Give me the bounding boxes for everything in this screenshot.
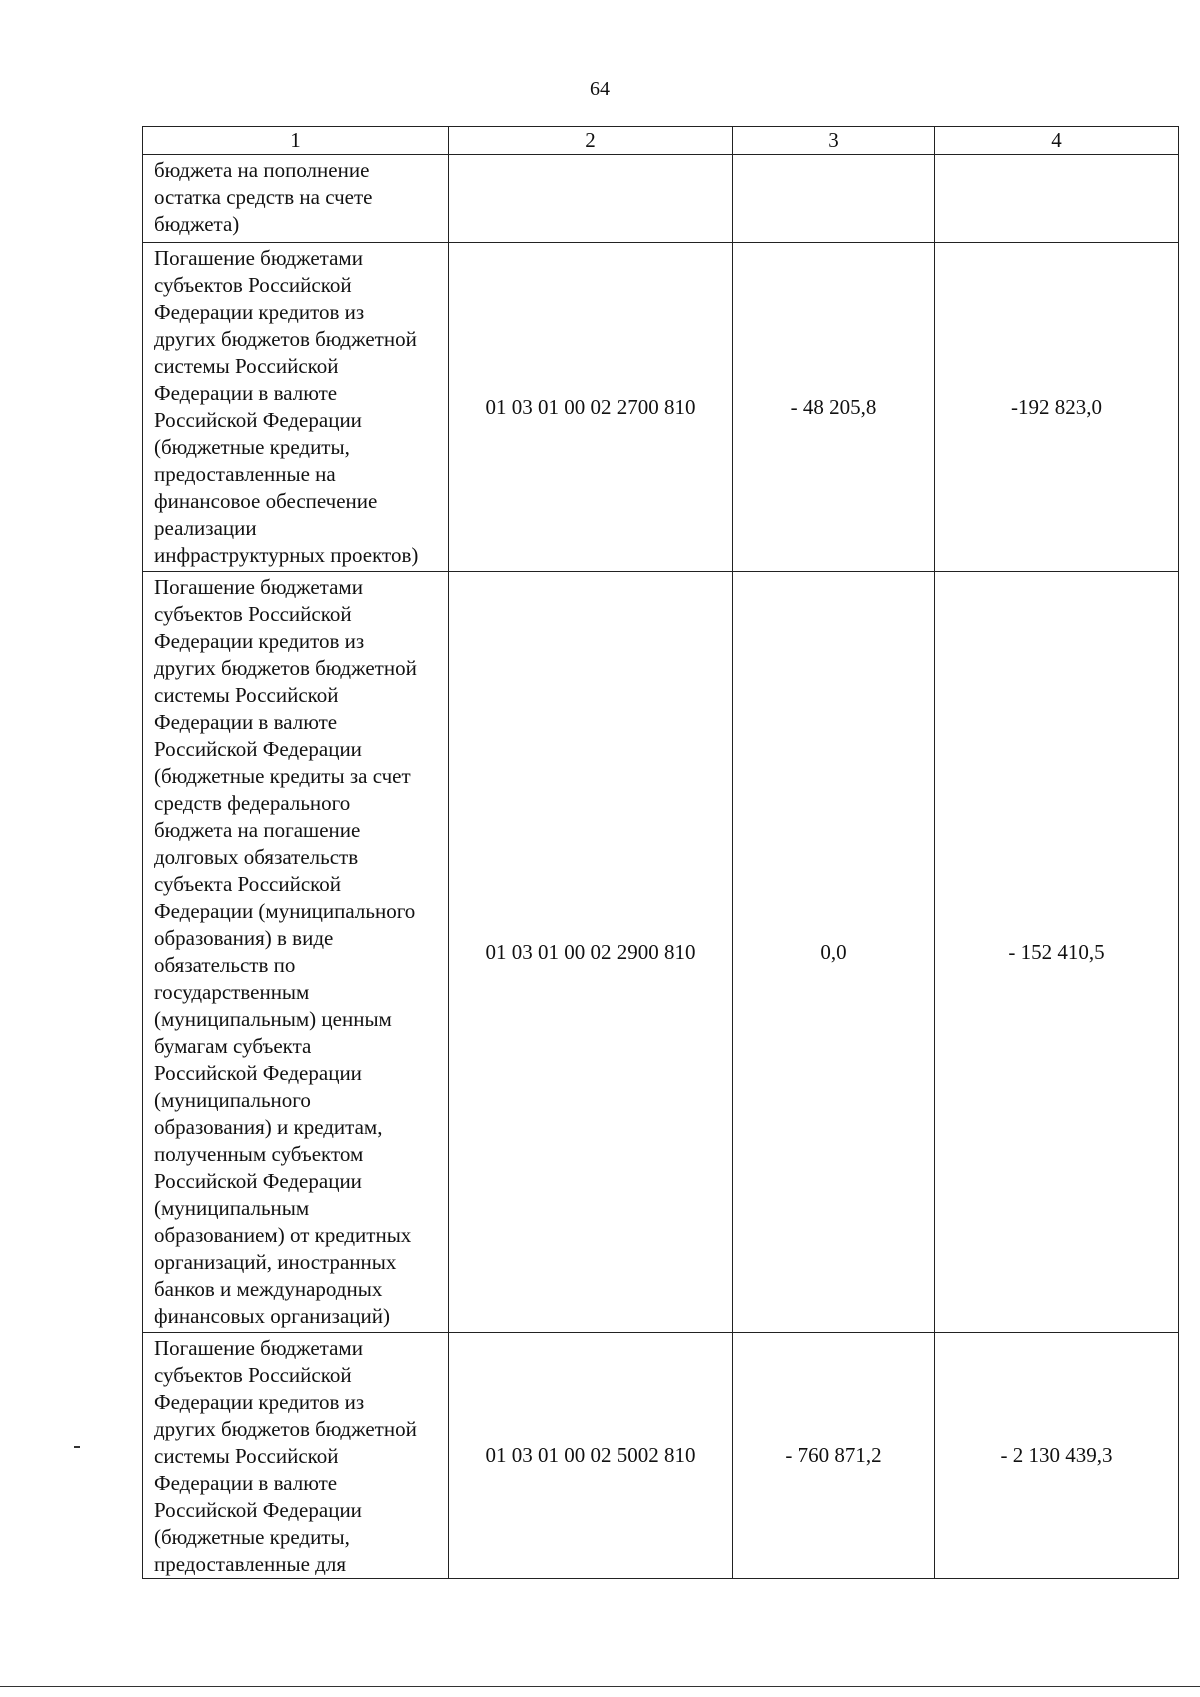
- budget-table: [142, 126, 1179, 1579]
- row-value-col3: 0,0: [733, 572, 935, 1333]
- page-bottom-rule: [0, 1686, 1200, 1687]
- table-row: [143, 243, 1179, 572]
- row-value-col4: - 152 410,5: [935, 572, 1179, 1333]
- row-code: 01 03 01 00 02 2900 810: [449, 572, 733, 1333]
- row-value-col4: -192 823,0: [935, 243, 1179, 572]
- row-value-col4: [935, 155, 1179, 243]
- row-description: бюджета на пополнение остатка средств на счете бюджета): [143, 155, 449, 243]
- row-value-col3: - 48 205,8: [733, 243, 935, 572]
- row-description: Погашение бюджетами субъектов Российской Федерации кредитов из других бюджетов бюджетной системы Российской Федерации в валюте Российской Федерации (бюджетные кредиты за счет средств федерального бюджета на погашение долговых обязательств субъекта Российской Федерации (муниципального образования) в виде обязательств по государственным (муниципальным) ценным бумагам субъекта Российской Федерации (муниципального образования) и кредитам, полученным субъектом Российской Федерации (муниципальным образованием) от кредитных организаций, иностранных банков и международных финансовых организаций): [143, 572, 449, 1333]
- row-value-col3: [733, 155, 935, 243]
- row-code: [449, 155, 733, 243]
- column-header-1: 1: [143, 127, 449, 155]
- table-row: [143, 1333, 1179, 1579]
- table-header-row: [143, 127, 1179, 155]
- column-header-2: 2: [449, 127, 733, 155]
- row-code: 01 03 01 00 02 5002 810: [449, 1333, 733, 1579]
- page-number: 64: [590, 78, 610, 100]
- column-header-4: 4: [935, 127, 1179, 155]
- column-header-3: 3: [733, 127, 935, 155]
- row-code: 01 03 01 00 02 2700 810: [449, 243, 733, 572]
- table-row: [143, 155, 1179, 243]
- row-description: Погашение бюджетами субъектов Российской Федерации кредитов из других бюджетов бюджетной системы Российской Федерации в валюте Российской Федерации (бюджетные кредиты, предоставленные на финансовое обеспечение реализации инфраструктурных проектов): [143, 243, 449, 572]
- row-value-col4: - 2 130 439,3: [935, 1333, 1179, 1579]
- row-value-col3: - 760 871,2: [733, 1333, 935, 1579]
- table-row: [143, 572, 1179, 1333]
- scan-mark: [74, 1446, 80, 1448]
- row-description: Погашение бюджетами субъектов Российской Федерации кредитов из других бюджетов бюджетной системы Российской Федерации в валюте Российской Федерации (бюджетные кредиты, предоставленные для: [143, 1333, 449, 1579]
